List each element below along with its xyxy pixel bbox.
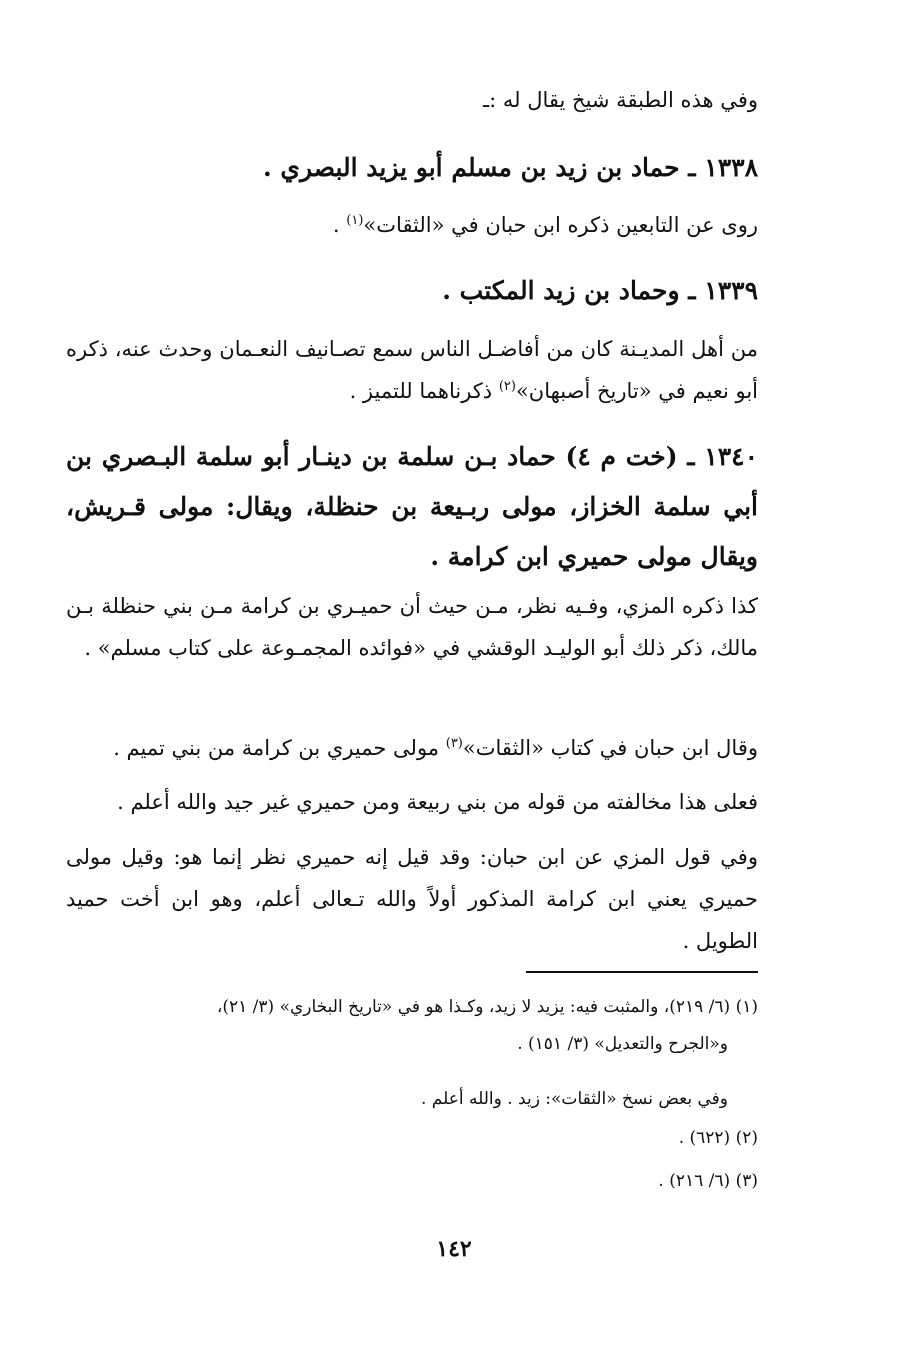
entry-1340-paragraph-4: وفي قول المزي عن ابن حبان: وقد قيل إنه حميري نظر إنما هو: وقيل مولى حميري يعني ابن كرامة المذكور أولاً والله تـعالى أعلم، وهو ابن أخت حميد الطويل .: [66, 845, 758, 953]
footnote-marker-2: (٢): [498, 379, 516, 394]
entry-1338-title: ١٣٣٨ ـ حماد بن زيد بن مسلم أبو يزيد البصري .: [263, 153, 758, 182]
entry-1340-p2-end: مولى حميري بن كرامة من بني تميم .: [113, 736, 446, 760]
footnote-2: (٢) (٦٢٢) .: [678, 1128, 758, 1148]
entry-1340-p2-main: وقال ابن حبان في كتاب «الثقات»: [462, 736, 758, 760]
entry-1339-title: ١٣٣٩ ـ وحماد بن زيد المكتب .: [442, 276, 758, 305]
entry-1338-text-main: روى عن التابعين ذكره ابن حبان في «الثقات»: [363, 213, 758, 237]
entry-1340-paragraph-2: [66, 727, 758, 769]
entry-1340-paragraph-3: فعلى هذا مخالفته من قوله من بني ربيعة ومن حميري غير جيد والله أعلم .: [117, 790, 758, 814]
footnote-3: (٣) (٦/ ٢١٦) .: [658, 1171, 758, 1191]
footnote-1-line-3: وفي بعض نسخ «الثقات»: زيد . والله أعلم .: [420, 1089, 728, 1109]
entry-1339-text-end: ذكرناهما للتميز .: [349, 379, 499, 403]
footnote-marker-3: (٣): [445, 736, 463, 751]
entry-1339-text: [66, 328, 758, 412]
footnote-1-line-2: و«الجرح والتعديل» (٣/ ١٥١) .: [517, 1034, 728, 1054]
intro-line: وفي هذه الطبقة شيخ يقال له :ـ: [482, 88, 758, 112]
footnote-separator: [526, 971, 758, 973]
entry-1340-title: ١٣٤٠ ـ (خت م ٤) حماد بـن سلمة بن دينـار أبو سلمة البـصري بن أبي سلمة الخزاز، مولى ربـيعة بن حنظلة، ويقال: مولى قـريش، ويقال مولى حميري ابن كرامة .: [66, 442, 759, 571]
entry-1340-paragraph-1: كذا ذكره المزي، وفـيه نظر، مـن حيث أن حميـري بن كرامة مـن بني حنظلة بـن مالك، ذكر ذلك أبو الوليـد الوقشي في «فوائده المجمـوعة على كتاب مسلم» .: [66, 594, 758, 660]
entry-1339-text-main: من أهل المديـنة كان من أفاضـل الناس سمع تصـانيف النعـمان وحدث عنه، ذكره أبو نعيم في «تاريخ أصبهان»: [66, 337, 758, 403]
footnote-marker-1: (١): [346, 213, 364, 228]
page-number: ١٤٢: [436, 1236, 472, 1262]
entry-1338-text-end: .: [332, 213, 347, 237]
footnote-1-line-1: (١) (٦/ ٢١٩)، والمثبت فيه: يزيد لا زيد، وكـذا هو في «تاريخ البخاري» (٣/ ٢١)،: [216, 997, 758, 1017]
entry-1338-text: [66, 204, 758, 246]
